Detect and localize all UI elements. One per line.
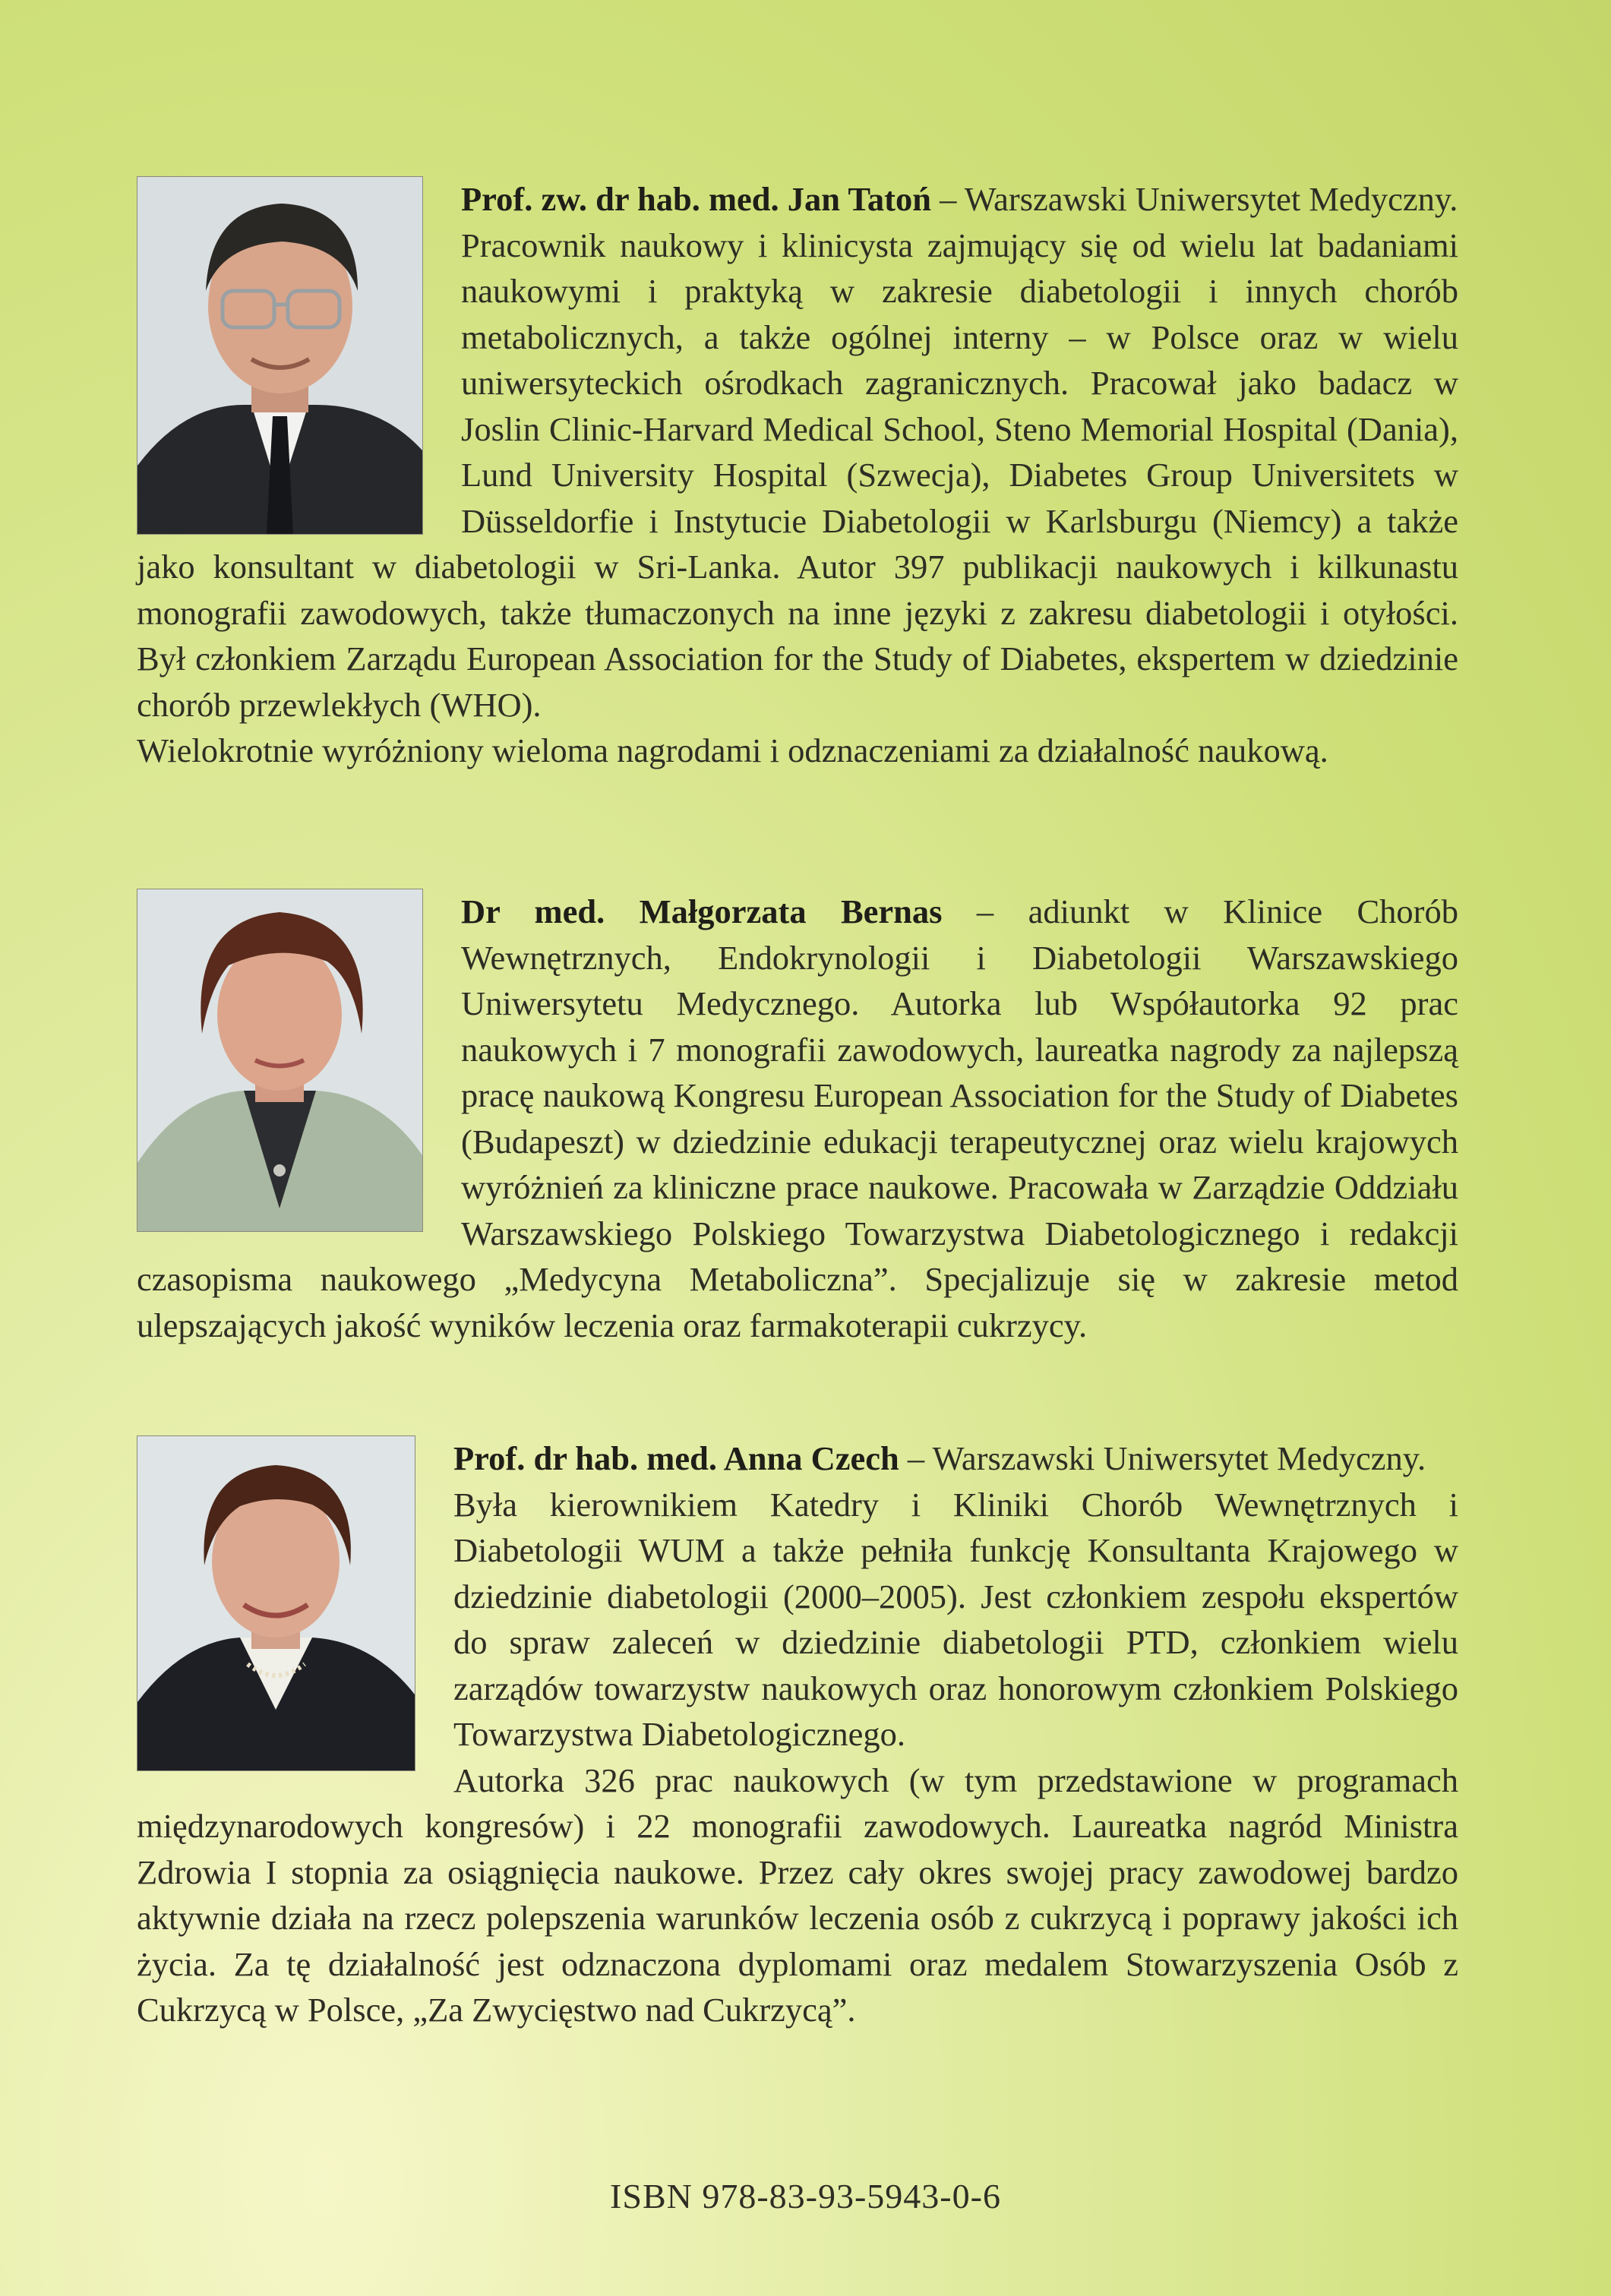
author-bio-taton [137, 176, 1458, 774]
bio-paragraph: Autorka 326 prac naukowych (w tym przedstawione w programach międzynarodowych kongresów) i 22 monografii zawodowych. Laureatka nagród Ministra Zdrowia I stopnia za osiągnięcia naukowe. Przez cały okres swojej pracy zawodowej bardzo aktywnie działa na rzecz polepszenia warunków leczenia osób z cukrzycą i poprawy jakości ich życia. Za tę działalność jest odznaczona dyplomami oraz medalem Stowarzyszenia Osób z Cukrzycą w Polsce, „Za Zwycięstwo nad Cukrzycą”. [137, 1761, 1458, 2029]
isbn-number: ISBN 978-83-93-5943-0-6 [610, 2177, 1001, 2215]
bio-paragraph: Pracownik naukowy i klinicysta zajmujący się od wielu lat badaniami naukowymi i praktyką w zakresie diabetologii i innych chorób metabolicznych, a także ogólnej interny – w Polsce oraz w wielu uniwersyteckich ośrodkach zagranicznych. Pracował jako badacz w Joslin Clinic-Harvard Medical School, Steno Memorial Hospital (Dania), Lund University Hospital (Szwecja), Diabetes Group Universitets w Düsseldorfie i Instytucie Diabetologii w Karlsburgu (Niemcy) a także jako konsultant w diabetologii w Sri-Lanka. Autor 397 publikacji naukowych i kilkunastu monografii zawodowych, także tłumaczonych na inne języki z zakresu diabetologii i otyłości. Był członkiem Zarządu European Association for the Study of Diabetes, ekspertem w dziedzinie chorób przewlekłych (WHO). [137, 226, 1458, 724]
author-affiliation: – Warszawski Uniwersytet Medyczny. [899, 1439, 1426, 1477]
author-name: Prof. dr hab. med. Anna Czech [453, 1439, 899, 1477]
author-photo-czech [137, 1435, 415, 1771]
bio-paragraph: Autorka lub Współautorka 92 prac naukowych i 7 monografii zawodowych, laureatka nagrody za najlepszą pracę naukową Kongresu European Association for the Study of Diabetes (Budapeszt) w dziedzinie edukacji terapeutycznej oraz wielu krajowych wyróżnień za kliniczne prace naukowe. Pracowała w Zarządzie Oddziału Warszawskiego Polskiego Towarzystwa Diabetologicznego i redakcji czasopisma naukowego „Medycyna Metaboliczna”. Specjalizuje się w zakresie metod ulepszających jakość wyników leczenia oraz farmakoterapii cukrzycy. [137, 984, 1459, 1344]
author-name: Prof. zw. dr hab. med. Jan Tatoń [461, 180, 932, 218]
author-affiliation: – adiunkt w Klinice Chorób Wewnętrznych, Endokrynologii i Diabetologii Warszawskiego Uniwersytetu Medycznego. [461, 892, 1458, 1022]
bio-paragraph: Była kierownikiem Katedry i Kliniki Chorób Wewnętrznych i Diabetologii WUM a także pełniła funkcję Konsultanta Krajowego w dziedzinie diabetologii (2000–2005). Jest członkiem zespołu ekspertów do spraw zaleceń w dziedzinie diabetologii PTD, członkiem wielu zarządów towarzystw naukowych oraz honorowym członkiem Polskiego Towarzystwa Diabetologicznego. [453, 1485, 1458, 1753]
author-bio-bernas [137, 889, 1458, 1348]
author-affiliation: – Warszawski Uniwersytet Medyczny. [931, 180, 1458, 218]
author-photo-taton [137, 176, 423, 535]
author-bio-czech [137, 1435, 1458, 2033]
author-photo-bernas [137, 889, 423, 1232]
bio-paragraph: Wielokrotnie wyróżniony wieloma nagrodami i odznaczeniami za działalność naukową. [137, 731, 1328, 769]
author-name: Dr med. Małgorzata Bernas [461, 892, 943, 930]
